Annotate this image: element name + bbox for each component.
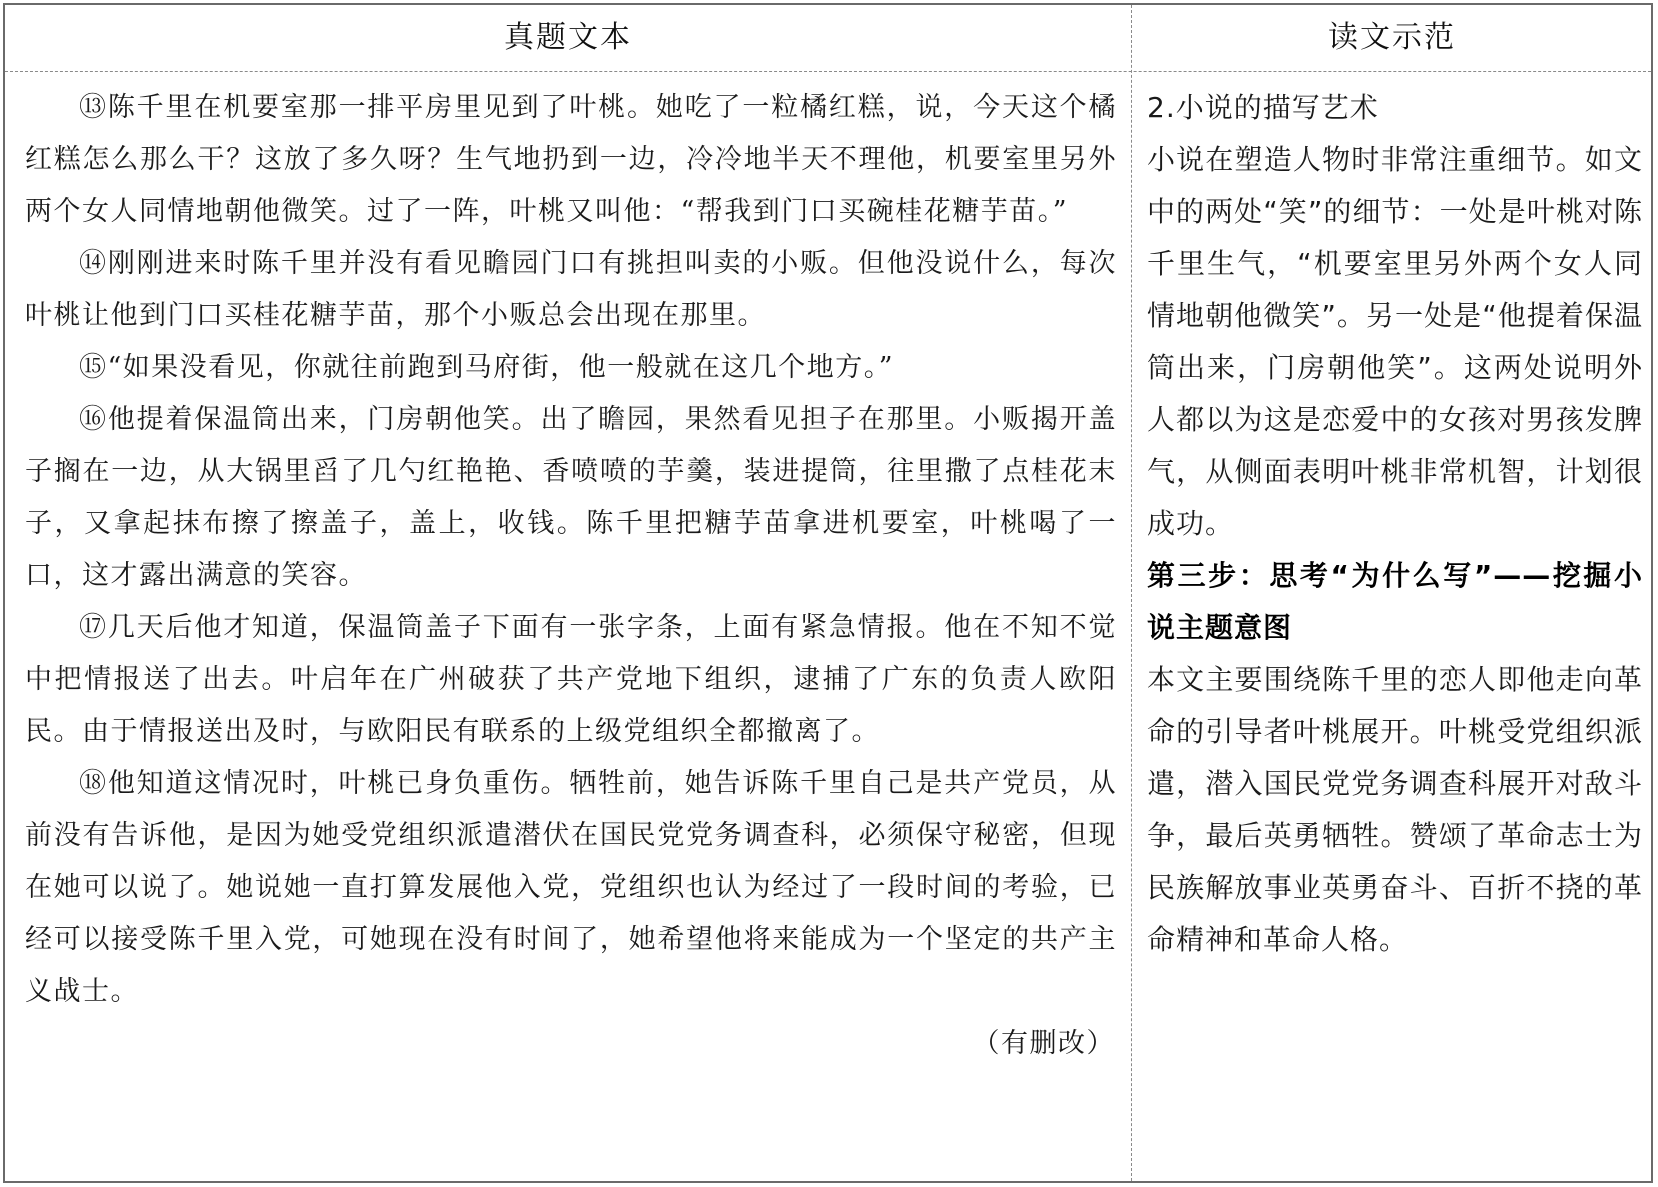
source-text-column [25,82,1117,1070]
analysis-paragraph-details: 小说在塑造人物时非常注重细节。如文中的两处“笑”的细节：一处是叶桃对陈千里生气，“机要室里另外两个女人同情地朝他微笑”。另一处是“他提着保温筒出来，门房朝他笑”。这两处说明外人都以为这是恋爱中的女孩对男孩发脾气，从侧面表明叶桃非常机智，计划很成功。 [1147,143,1643,540]
step-three-heading: 第三步：思考“为什么写”——挖掘小说主题意图 [1147,559,1643,644]
header-divider [5,71,1651,72]
paragraph-18: ⑱他知道这情况时，叶桃已身负重伤。牺牲前，她告诉陈千里自己是共产党员，从前没有告诉他，是因为她受党组织派遣潜伏在国民党党务调查科，必须保守秘密，但现在她可以说了。她说她一直打算发展他入党，党组织也认为经过了一段时间的考验，已经可以接受陈千里入党，可她现在没有时间了，她希望他将来能成为一个坚定的共产主义战士。 [25,768,1117,1007]
paragraph-13: ⑬陈千里在机要室那一排平房里见到了叶桃。她吃了一粒橘红糕，说，今天这个橘红糕怎么那么干？这放了多久呀？生气地扔到一边，冷冷地半天不理他，机要室里另外两个女人同情地朝他微笑。过了一阵，叶桃又叫他：“帮我到门口买碗桂花糖芋苗。” [25,92,1117,227]
comparison-table [3,3,1653,1183]
subheading-description-art: 2.小说的描写艺术 [1147,91,1379,124]
column-divider [1131,5,1132,1181]
source-note: （有删改） [972,1028,1115,1059]
reading-demo-column [1147,82,1643,966]
analysis-paragraph-theme: 本文主要围绕陈千里的恋人即他走向革命的引导者叶桃展开。叶桃受党组织派遣，潜入国民党党务调查科展开对敌斗争，最后英勇牺牲。赞颂了革命志士为民族解放事业英勇奋斗、百折不挠的革命精神和革命人格。 [1147,663,1643,956]
paragraph-17: ⑰几天后他才知道，保温筒盖子下面有一张字条，上面有紧急情报。他在不知不觉中把情报送了出去。叶启年在广州破获了共产党地下组织，逮捕了广东的负责人欧阳民。由于情报送出及时，与欧阳民有联系的上级党组织全都撤离了。 [25,612,1117,747]
header-reading-demo: 读文示范 [1328,20,1456,55]
paragraph-14: ⑭刚刚进来时陈千里并没有看见瞻园门口有挑担叫卖的小贩。但他没说什么，每次叶桃让他到门口买桂花糖芋苗，那个小贩总会出现在那里。 [25,248,1117,331]
paragraph-16: ⑯他提着保温筒出来，门房朝他笑。出了瞻园，果然看见担子在那里。小贩揭开盖子搁在一边，从大锅里舀了几勺红艳艳、香喷喷的芋羹，装进提筒，往里撒了点桂花末子，又拿起抹布擦了擦盖子，盖上，收钱。陈千里把糖芋苗拿进机要室，叶桃喝了一口，这才露出满意的笑容。 [25,404,1117,591]
paragraph-15: ⑮“如果没看见，你就往前跑到马府街，他一般就在这几个地方。” [79,352,895,383]
header-source-text: 真题文本 [504,20,632,55]
